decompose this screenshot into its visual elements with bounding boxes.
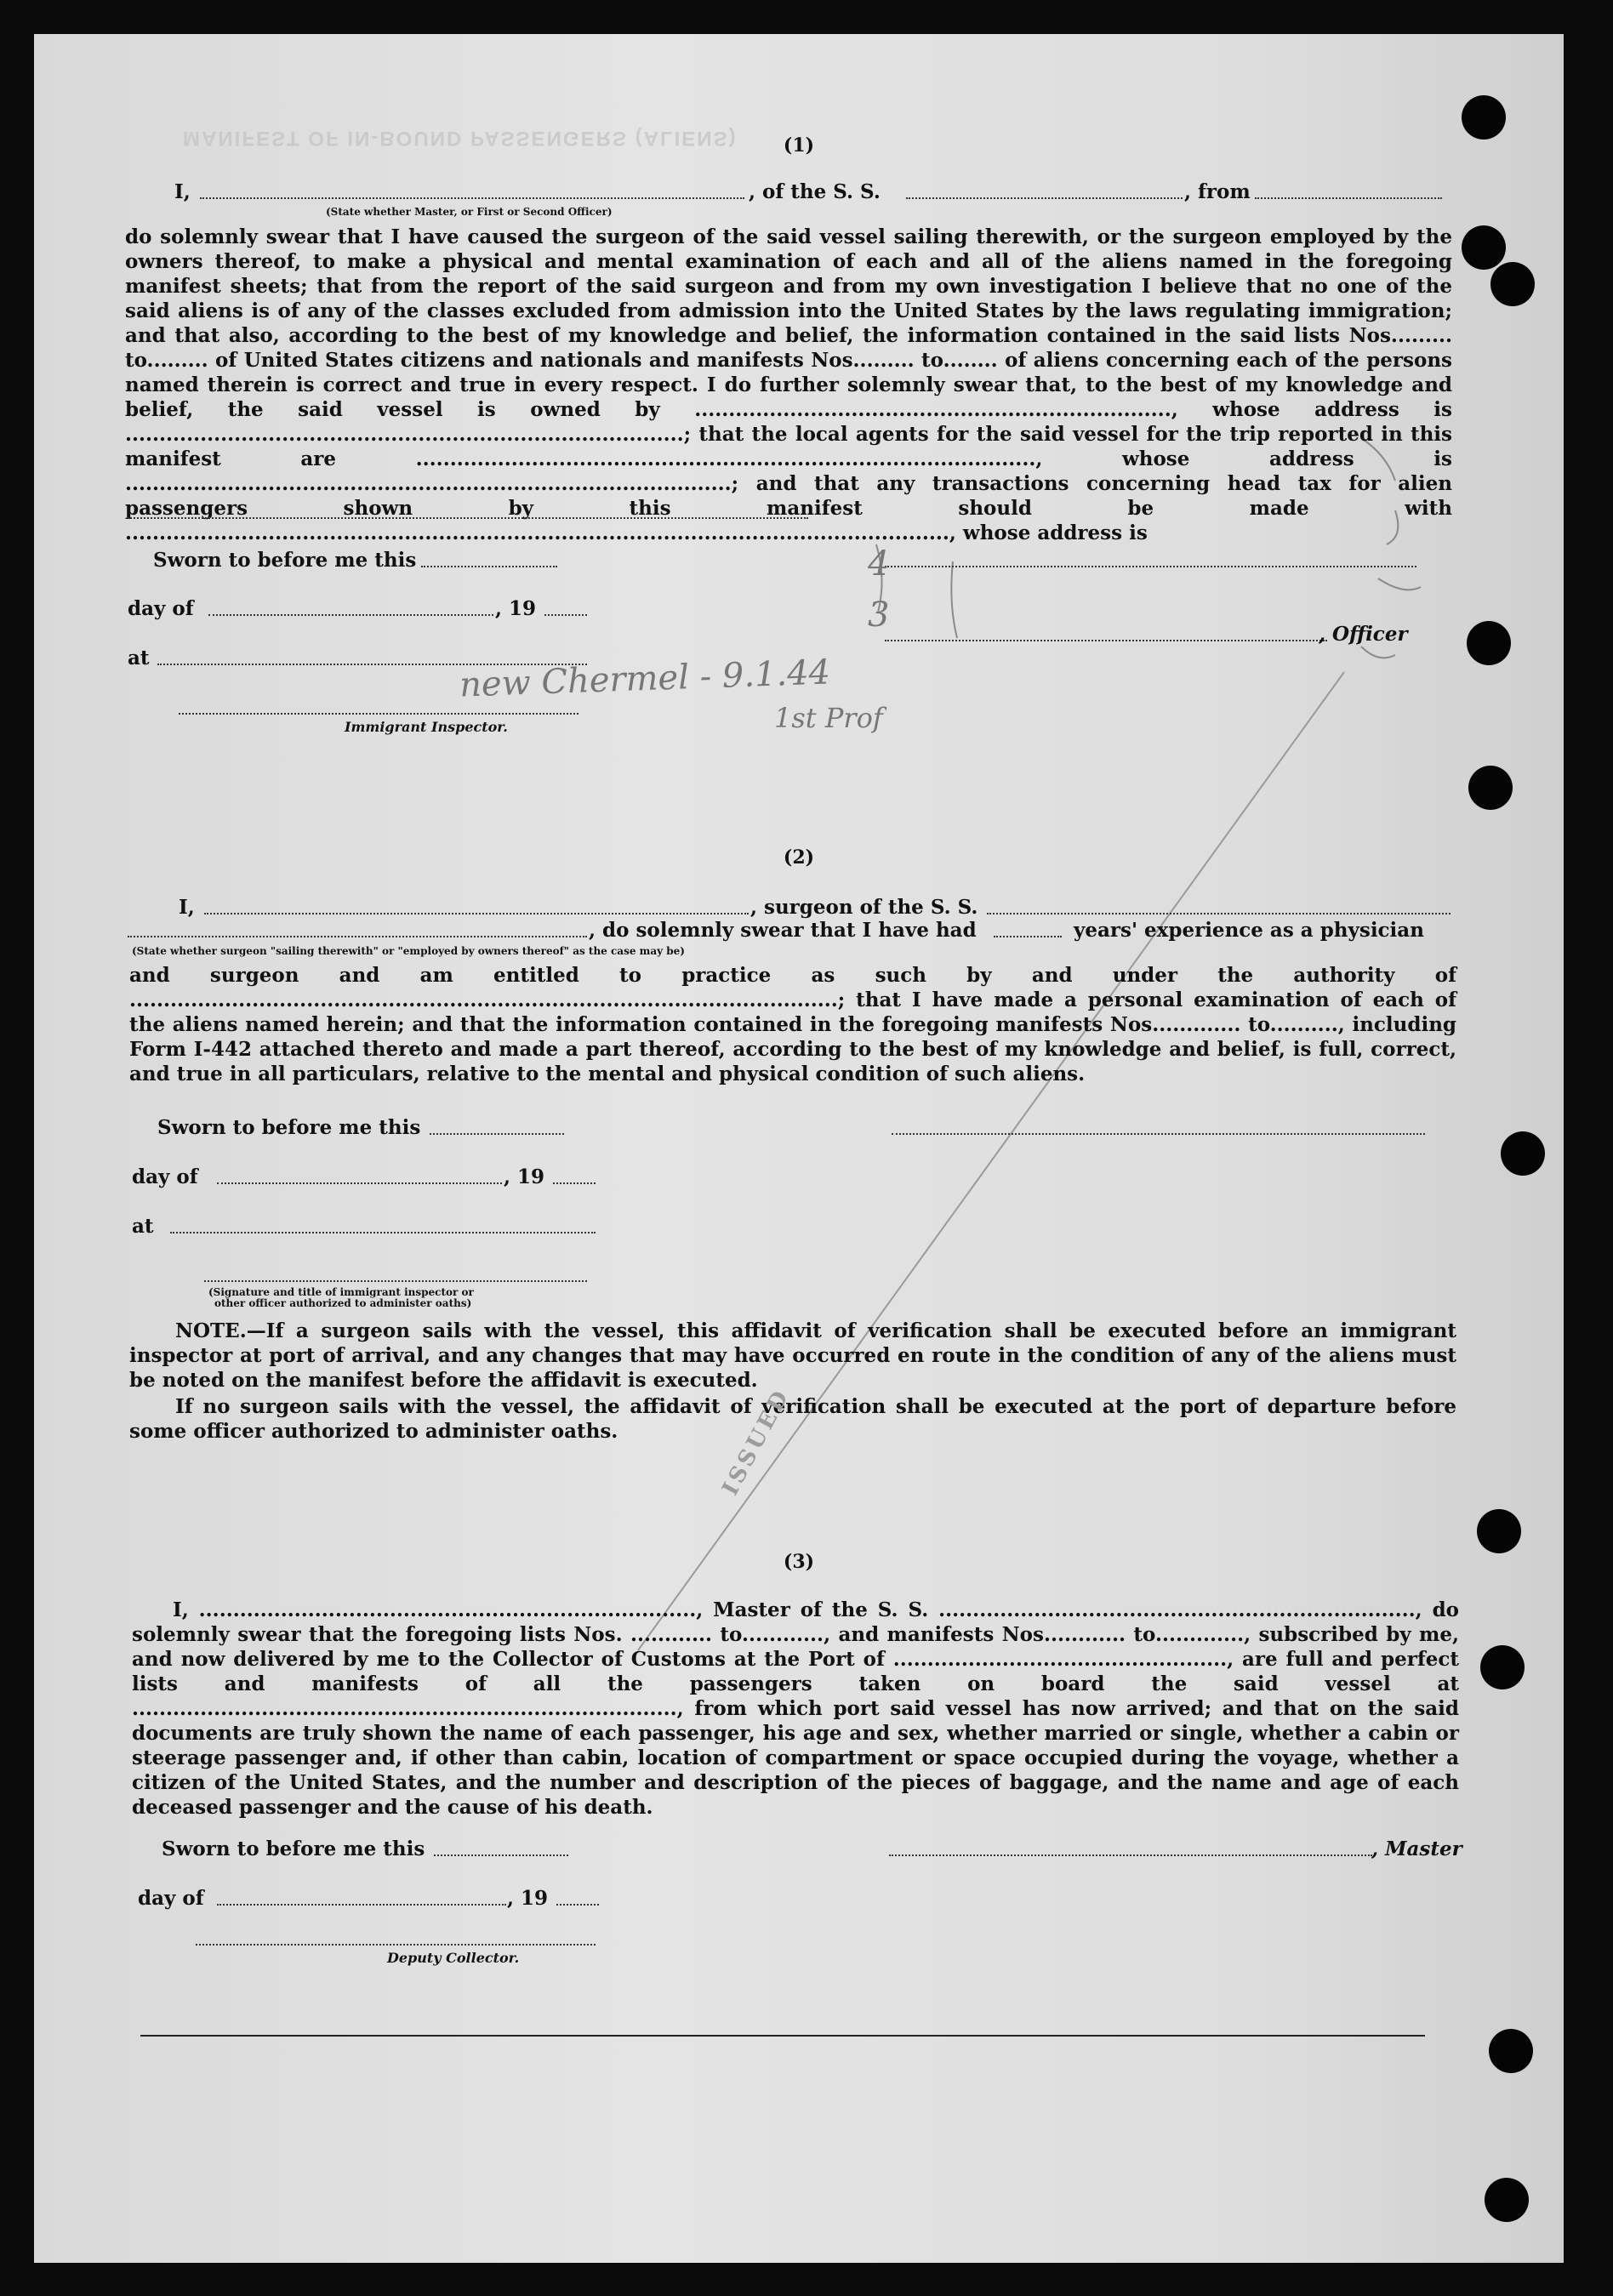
- s3-collector-signature-field[interactable]: [196, 1944, 596, 1946]
- s3-deputy-collector-caption: Deputy Collector.: [387, 1950, 520, 1966]
- s1-day-field[interactable]: [208, 614, 493, 616]
- s2-ship-name-field[interactable]: [987, 913, 1451, 914]
- s3-sworn-field[interactable]: [434, 1854, 568, 1856]
- s2-signature-note-2: other officer authorized to administer oaths): [214, 1297, 472, 1309]
- s2-signature-note: (Signature and title of immigrant inspector or: [208, 1286, 474, 1298]
- s2-nineteen-label: , 19: [504, 1165, 545, 1188]
- s1-ship-name-field[interactable]: [906, 197, 1183, 199]
- s3-day-of-label: day of: [138, 1887, 204, 1910]
- s1-inspector-signature-field[interactable]: [179, 713, 579, 715]
- s1-at-label: at: [128, 647, 150, 669]
- s2-years-label: years' experience as a physician: [1074, 919, 1424, 942]
- s1-of-the-ss-label: , of the S. S.: [749, 180, 881, 203]
- handwritten-margin-mark: 3: [868, 595, 890, 635]
- s1-year-field[interactable]: [544, 614, 587, 616]
- s2-note-body: —If a surgeon sails with the vessel, this affidavit of verification shall be executed before an immigrant inspector at port of arrival, and any changes that may have occurred en route in the condition of any of the aliens must be noted on the manifest before the affidavit is executed.: [129, 1319, 1456, 1392]
- s2-sworn-label: Sworn to before me this: [157, 1116, 421, 1139]
- s3-day-field[interactable]: [217, 1904, 506, 1906]
- s3-master-signature-field[interactable]: [889, 1854, 1372, 1856]
- document-page: [34, 34, 1564, 2263]
- s1-sworn-label: Sworn to before me this: [153, 549, 417, 572]
- s1-address-field[interactable]: [128, 517, 808, 519]
- s2-years-field[interactable]: [994, 936, 1062, 937]
- s2-sworn-field[interactable]: [430, 1133, 564, 1135]
- handwritten-annotation: new Chermel - 9.1.44: [459, 652, 831, 705]
- s2-note-paragraph-2: If no surgeon sails with the vessel, the affidavit of verification shall be executed at the port of departure before some officer authorized to administer oaths.: [129, 1395, 1456, 1443]
- section-2-number: (2): [783, 846, 815, 869]
- s1-officer-field[interactable]: [885, 640, 1327, 641]
- bleed-through-header: MANIFEST OF IN-BOUND PASSENGERS (ALIENS): [183, 127, 738, 150]
- handwritten-annotation: 1st Prof: [774, 702, 883, 734]
- s2-surgeon-of-label: , surgeon of the S. S.: [750, 896, 978, 919]
- s1-master-note: (State whether Master, or First or Second Officer): [326, 206, 613, 218]
- s2-at-field[interactable]: [170, 1232, 596, 1233]
- issued-stamp: ISSUED: [717, 1383, 795, 1501]
- s3-master-label: , Master: [1371, 1837, 1462, 1860]
- s1-officer-signature-field[interactable]: [885, 566, 1416, 567]
- s1-officer-name-field[interactable]: [200, 197, 744, 199]
- s2-year-field[interactable]: [553, 1182, 596, 1184]
- s3-nineteen-label: , 19: [507, 1887, 549, 1910]
- s1-oath-paragraph: do solemnly swear that I have caused the surgeon of the said vessel sailing therewith, or the surgeon employed by the owners thereof, to make a physical and mental examination of each and all of the aliens named in the foregoing manifest sheets; that from the report of the said surgeon and from my own investigation I believe that no one of the said aliens is of any of the classes excluded from admission into the United States by the laws regulating immigration; and that also, according to the best of my knowledge and belief, the information contained in the said lists Nos......... to......... of United States citizens and nationals and manifests Nos......... to........ of aliens concerning each of the persons named therein is correct and true in every respect. I do further solemnly swear that, to the best of my knowledge and belief, the said vessel is owned by ......................................................................, whose address is ..................................................................................; that the local agents for the said vessel for the trip reported in this manifest are ..........................................................................................., whose address is .........................................................................................; and that any transactions concerning head tax for alien passengers shown by this manifest should be made with ........................................................................................................................., whose address is: [125, 225, 1452, 544]
- section-1-number: (1): [783, 134, 815, 157]
- s3-oath-paragraph: I, ........................................................................., Master of the S. S. ......................................................................, do solemnly swear that the foregoing lists Nos. ............ to............, and manifests Nos............ to............., subscribed by me, and now delivered by me to the Collector of Customs at the Port of ................................................., are full and perfect lists and manifests of all the passengers taken on board the said vessel at ................................................................................, from which port said vessel has now arrived; and that on the said documents are truly shown the name of each passenger, his age and sex, whether married or single, whether a cabin or steerage passenger and, if other than cabin, location of compartment or space occupied during the voyage, whether a citizen of the United States, and the number and description of the pieces of baggage, and the name and age of each deceased passenger and the cause of his death.: [132, 1598, 1459, 1819]
- s3-sworn-label: Sworn to before me this: [162, 1837, 425, 1860]
- s2-at-label: at: [132, 1215, 154, 1238]
- s2-note-paragraph: [129, 1319, 1456, 1393]
- s2-surgeon-note: (State whether surgeon "sailing therewith" or "employed by owners thereof" as the case may be): [132, 945, 685, 957]
- s2-i-label: I,: [179, 896, 195, 919]
- handwritten-margin-mark: 4: [868, 544, 890, 584]
- section-3-number: (3): [783, 1551, 815, 1573]
- s1-from-label: , from: [1184, 180, 1251, 203]
- s1-immigrant-inspector-caption: Immigrant Inspector.: [345, 719, 508, 735]
- s2-surgeon-signature-field[interactable]: [892, 1133, 1425, 1135]
- s1-from-field[interactable]: [1255, 197, 1442, 199]
- s2-day-of-label: day of: [132, 1165, 198, 1188]
- s1-sworn-field[interactable]: [421, 566, 557, 567]
- s1-officer-label: , Officer: [1319, 623, 1408, 646]
- s2-surgeon-name-field[interactable]: [204, 913, 749, 914]
- s2-oath-paragraph: and surgeon and am entitled to practice as such by and under the authority of ........................................................................................................; that I have made a personal examination of each of the aliens named herein; and that the information contained in the foregoing manifests Nos............. to.........., including Form I-442 attached thereto and made a part thereof, according to the best of my knowledge and belief, is full, correct, and true in all particulars, relative to the mental and physical condition of such aliens.: [129, 964, 1456, 1085]
- s2-inspector-signature-field[interactable]: [204, 1280, 587, 1282]
- s1-i-label: I,: [174, 180, 191, 203]
- s2-note-heading: NOTE.: [175, 1319, 247, 1342]
- s1-day-of-label: day of: [128, 597, 194, 620]
- s2-do-solemnly-label: , do solemnly swear that I have had: [589, 919, 977, 942]
- bottom-rule: [140, 2035, 1425, 2037]
- s2-surgeon-type-field[interactable]: [128, 936, 587, 937]
- s1-nineteen-label: , 19: [495, 597, 537, 620]
- s3-year-field[interactable]: [556, 1904, 599, 1906]
- s2-day-field[interactable]: [217, 1182, 502, 1184]
